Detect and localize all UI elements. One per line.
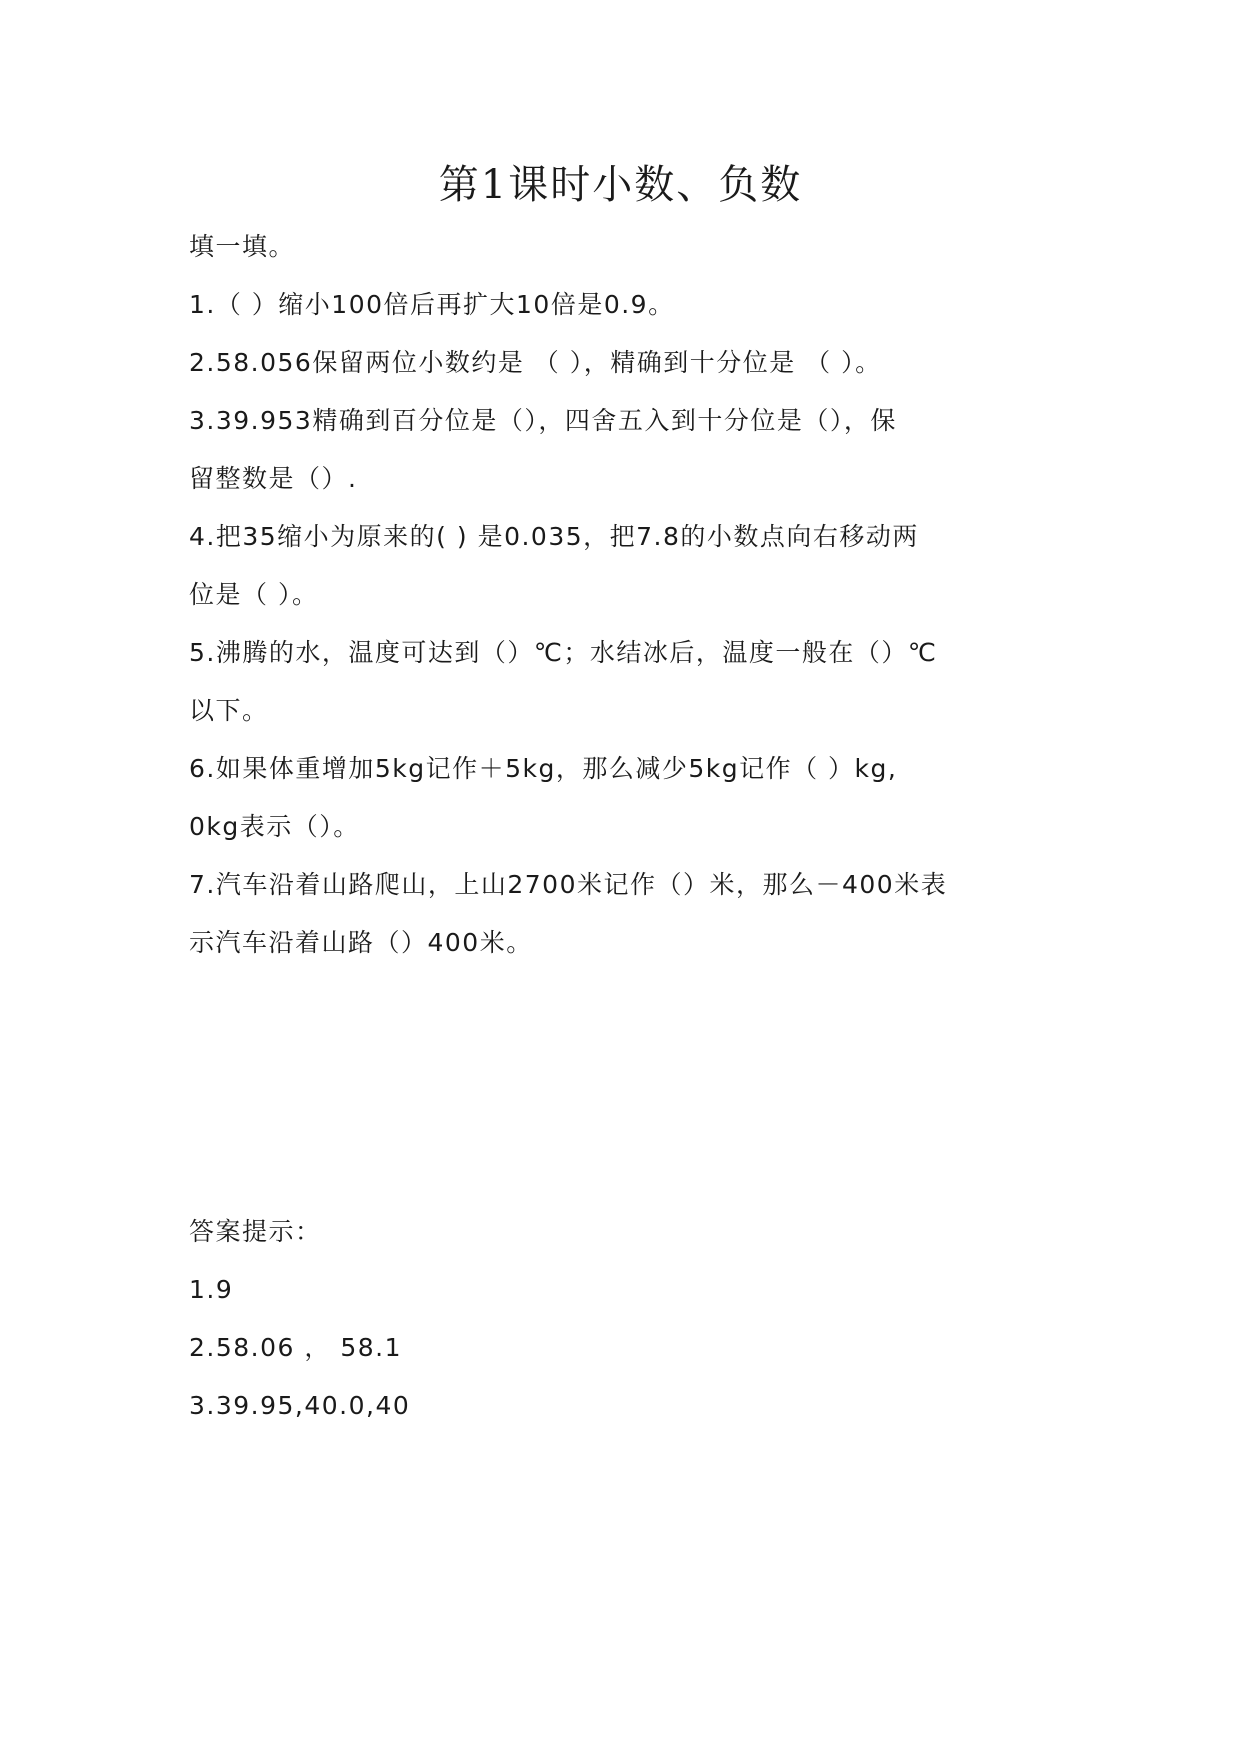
question-5-line-2: 以下。: [189, 696, 269, 725]
question-7-line-1: 7.汽车沿着山路爬山，上山2700米记作（）米，那么－400米表: [189, 870, 948, 899]
answer-3: 3.39.95,40.0,40: [189, 1391, 411, 1420]
section-heading: 填一填。: [189, 232, 296, 261]
question-1-line-1: 1.（ ）缩小100倍后再扩大10倍是0.9。: [189, 290, 675, 319]
question-5-line-1: 5.沸腾的水，温度可达到（）℃；水结冰后，温度一般在（）℃: [189, 638, 938, 667]
question-6-line-1: 6.如果体重增加5kg记作＋5kg，那么减少5kg记作（ ）kg,: [189, 754, 898, 783]
question-2-line-1: 2.58.056保留两位小数约是 （ ），精确到十分位是 （ ）。: [189, 348, 882, 377]
question-6-line-2: 0kg表示（）。: [189, 812, 360, 841]
question-4-line-2: 位是（ ）。: [189, 580, 319, 609]
page-title: 第1课时小数、负数: [438, 162, 803, 208]
answers-heading: 答案提示：: [189, 1217, 322, 1246]
question-7-line-2: 示汽车沿着山路（）400米。: [189, 928, 533, 957]
answer-2: 2.58.06 ， 58.1: [189, 1333, 402, 1362]
question-4-line-1: 4.把35缩小为原来的( ) 是0.035，把7.8的小数点向右移动两: [189, 522, 919, 551]
answer-1: 1.9: [189, 1275, 234, 1304]
question-3-line-2: 留整数是（）.: [189, 464, 358, 493]
question-3-line-1: 3.39.953精确到百分位是（），四舍五入到十分位是（），保: [189, 406, 897, 435]
